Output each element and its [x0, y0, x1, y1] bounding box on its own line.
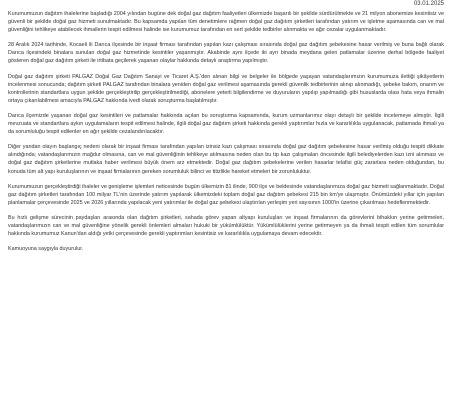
paragraph-6: Kurumumuzun gerçekleştirdiği ihaleler ve genişleme işlemleri neticesinde bugün ülkemizin 81 ilinde, 900 ilçe ve beldesinde vatandaşlarımıza doğal gaz hizmeti sağlanmaktadır. Doğal gaz dağıtım şirketleri tarafından 100 milyar TL'nin üzerinde yatırım yapılarak ülkemizdeki toplam doğal gaz dağıtım şebekesi 215 bin km'ye ulaşmıştır. Önümüzdeki yıllar için yapılan planlamalar çerçevesinde 2025 ve 2026 yıllarında yapılacak yeni yatırımlar ile doğal gaz şebekesi ulaştırılan yerleşim yeri sayısının 1000'in üzerine çıkarılması hedeflenmektedir.: [8, 183, 444, 206]
paragraph-2: 28 Aralık 2024 tarihinde, Kocaeli ili Darıca ilçesinde bir inşaat firması tarafından yapılan kazı çalışması sırasında doğal gaz dağıtım şebekesine hasar verilmiş ve buna bağlı olarak Darıca ilçesindeki binalara sunulan doğal gaz hizmetinde kesintiler yaşanmıştır. Akabinde aynı ilçede iki ayrı binada meydana gelen patlamalar üzerine derhal bölgede faaliyet gösteren doğal gaz dağıtım şirketi ile irtibata geçilerek yaşanan olaylar hakkında detaylı araştırma yapılmıştır.: [8, 42, 444, 65]
paragraph-1: Kurumumuzun dağıtım ihalelerine başladığı 2004 yılından bugüne dek doğal gaz dağıtım faaliyetleri ülkemizde başarılı bir şekilde sürdürülmekte ve 21 milyon abonemize kesintisiz ve güvenli bir şekilde doğal gaz hizmeti sunulmaktadır. Bu kapsamda yapılan tüm denetimlere rağmen doğal gaz dağıtım şirketleri tarafından yatırım ve işletme aşamasında can ve mal güvenliğini tehlikeye atabilecek ihmallerin tespit edilmesi halinde ise kurumumuz tarafından en sert şekilde tedbirler alınmakta ve ağır cezalar uygulanmaktadır.: [8, 11, 444, 34]
release-date: 03.01.2025: [413, 1, 444, 7]
paragraph-4: Darıca ilçemizde yaşanan doğal gaz kesintileri ve patlamalar hakkında açılan bu soruşturma kapsamında, kurum uzmanlarımız olayı detaylı bir şekilde incelemeye almıştır. İlgili mevzuata ve standartlara aykırı uygulamaların tespit edilmesi halinde, ilgili doğal gaz dağıtım şirketi hakkında gerekli yaptırımlar hızla ve kararlılıkla uygulanacak, patlamada ihmali ya da sorumluluğu tespit edilenler en ağır şekilde cezalandırılacaktır.: [8, 112, 444, 136]
closing-line: Kamuoyuna saygıyla duyurulur.: [8, 246, 84, 253]
press-release-body: [8, 10, 444, 253]
paragraph-3: Doğal gaz dağıtım şirketi PALGAZ Doğal Gaz Dağıtım Sanayi ve Ticaret A.Ş.'den alınan bilgi ve belgeler ile bölgede yaşayan vatandaşlarımızın kurumumuza ilettiği şikâyetlerin incelenmesi sonucunda; dağıtım şirketi PALGAZ tarafından binalara yeniden doğal gaz verilmesi aşamasında gerekli güvenlik tedbirlerinin alınıp alınmadığı, şebeke bakım, onarım ve kontrollerinin standartlara uygun şekilde gerçekleştirilip gerçekleştirilmediği, abonelere yeterli bilgilendirme ve duyuruların yapılıp yapılmadığı gibi hususlarda olası hata veya ihmalin ortaya çıkarılabilmesi amacıyla PALGAZ hakkında ivedi olarak soruşturma başlatılmıştır.: [8, 73, 444, 104]
paragraph-7: Bu hızlı gelişme sürecinin paydaşları arasında olan dağıtım şirketleri, sahada görev yapan altyapı kuruluşları ve inşaat firmalarının da görevlerini bihakkın yerine getirmeleri, vatandaşlarımızın can ve mal güvenliğine yönelik gerekli önlemleri almaları hukuki bir yükümlülüktür. Yükümlülüklerini yerine getirmeyen ya da ihmali tespit edilen tüm sorumlular hakkında kurumumuz Kanun'dan aldığı yetki çerçevesinde gerekli yaptırımları kesintisiz ve kararlılıkla uygulamaya devam edecektir.: [8, 214, 444, 238]
paragraph-5: Diğer yandan olayın başlangıç nedeni olarak bir inşaat firması tarafından yapılan izinsiz kazı çalışması sırasında doğal gaz dağıtım şebekesine hasar verilmiş olduğu tespiti dikkate alındığında; vatandaşlarımızın mağdur olmasına, can ve mal güvenliğinin tehlikeye atılmasına neden olan bu tip kazı çalışmaları öncesinde ilgili belediyelerden kazı izni alınması ve doğal gaz dağıtım şirketlerine mutlaka haber verilmesi büyük önem arz etmektedir. Doğal gaz dağıtım şebekelerine verilen hasarlar telafisi güç zararlara neden olduğundan, bu konuda tüm alt yapı kuruluşlarının ve inşaat firmalarının gereken sorumluluk bilinci ve titizlikle hareket etmeleri bir zorunluluktur.: [8, 144, 444, 175]
